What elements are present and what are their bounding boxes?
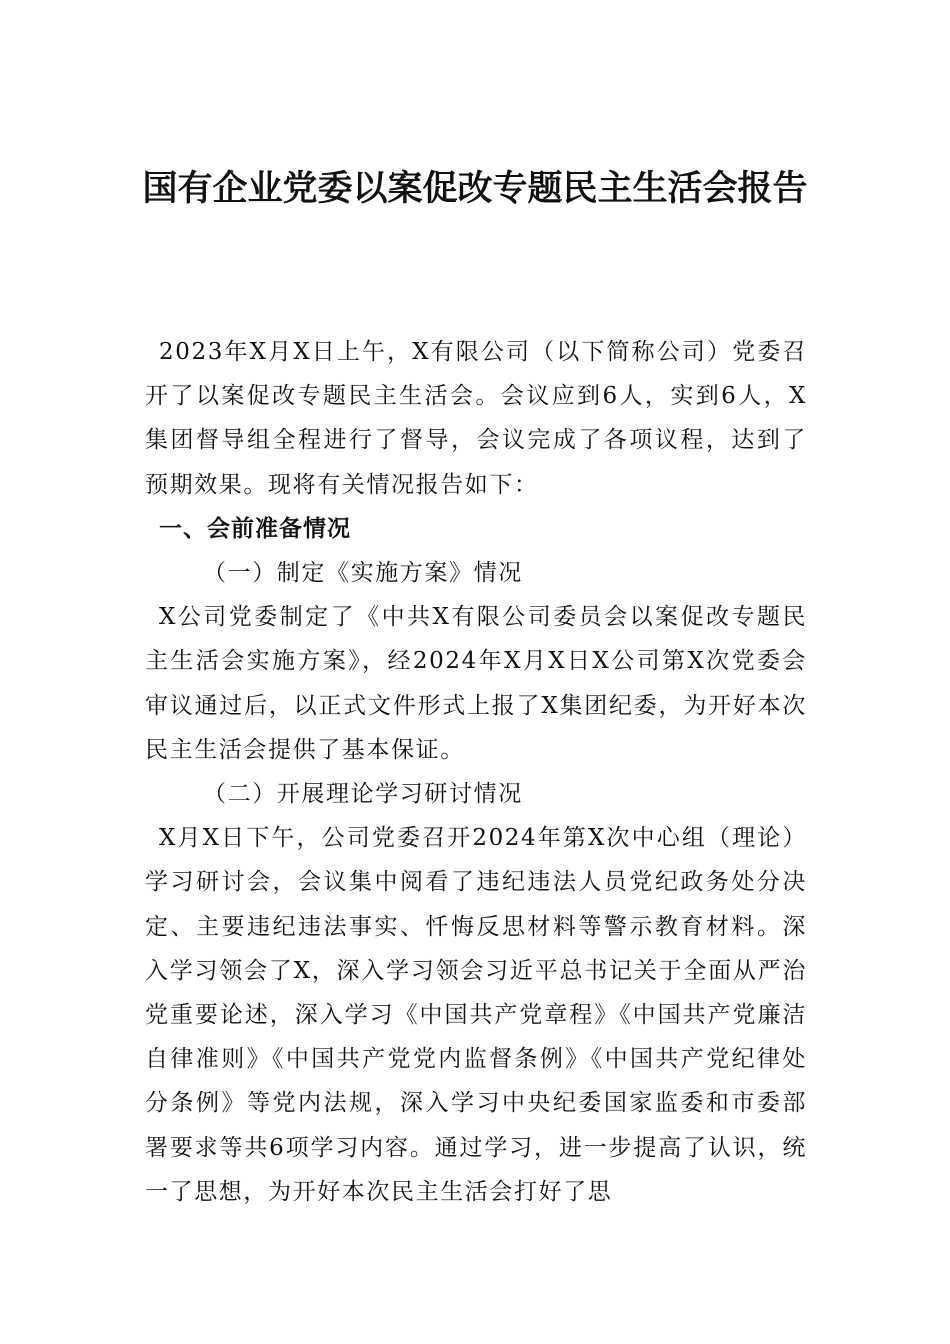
study-paragraph: X月X日下午，公司党委召开2024年第X次中心组（理论）学习研讨会，会议集中阅看了违纪违法人员党纪政务处分决定、主要违纪违法事实、忏悔反思材料等警示教育材料。深入学习领会了X，深入学习领会习近平总书记关于全面从严治党重要论述，深入学习《中国共产党章程》《中国共产党廉洁自律准则》《中国共产党党内监督条例》《中国共产党纪律处分条例》等党内法规，深入学习中央纪委国家监委和市委部署要求等共6项学习内容。通过学习，进一步提高了认识，统一了思想，为开好本次民主生活会打好了思 (145, 825, 807, 1205)
subsection-heading-study: （二）开展理论学习研讨情况 (203, 781, 523, 808)
document-body (145, 330, 807, 1214)
section-heading-preparation: 一、会前准备情况 (159, 515, 351, 542)
document-title: 国有企业党委以案促改专题民主生活会报告 (142, 168, 808, 209)
subsection-heading-plan: （一）制定《实施方案》情况 (203, 560, 523, 587)
plan-paragraph: X公司党委制定了《中共X有限公司委员会以案促改专题民主生活会实施方案》，经2024年X月X日X公司第X次党委会审议通过后，以正式文件形式上报了X集团纪委，为开好本次民主生活会提供了基本保证。 (145, 604, 807, 763)
intro-paragraph: 2023年X月X日上午，X有限公司（以下简称公司）党委召开了以案促改专题民主生活会。会议应到6人，实到6人，X集团督导组全程进行了督导，会议完成了各项议程，达到了预期效果。现将有关情况报告如下： (145, 339, 807, 498)
